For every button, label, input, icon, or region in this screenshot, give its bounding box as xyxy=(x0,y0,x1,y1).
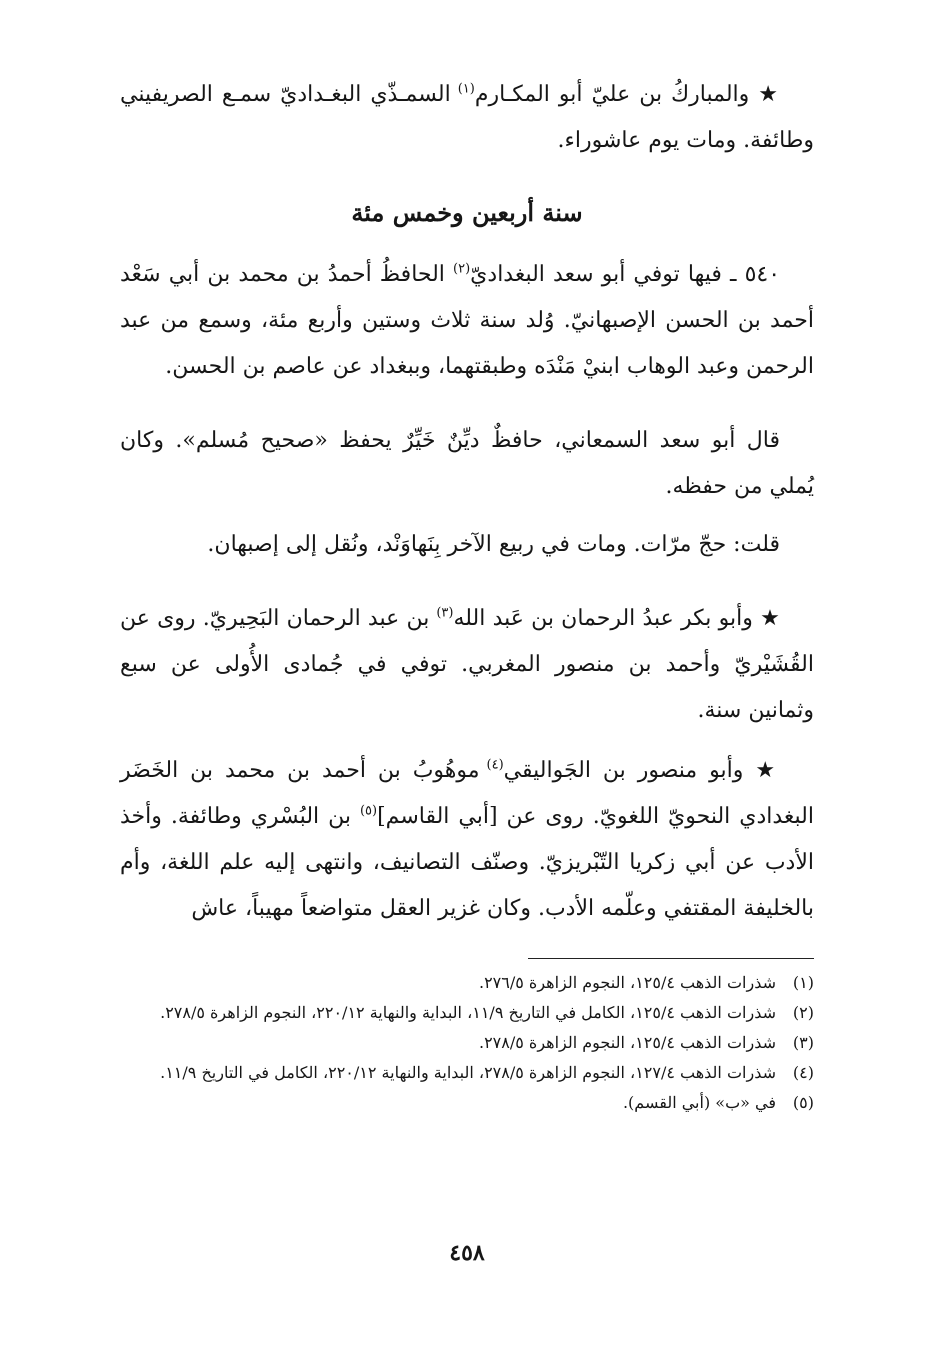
footnote-2 xyxy=(120,998,814,1028)
footnote-ref-1: (١) xyxy=(457,81,475,97)
entry-abu-mansur xyxy=(120,748,814,932)
entry-text: السمـذّي البغـداديّ سمـع الصريفيني وطائفة. ومات يوم عاشوراء. xyxy=(120,82,814,153)
footnote-number: (٤) xyxy=(792,1063,814,1082)
footnote-text: شذرات الذهب ١٢٥/٤، النجوم الزاهرة ٢٧٨/٥. xyxy=(478,1033,776,1052)
footnote-ref-4: (٤) xyxy=(486,757,504,773)
entry-mubarak xyxy=(120,72,814,164)
entry-abu-bakr xyxy=(120,596,814,734)
note-hajj: قلت: حجّ مرّات. ومات في ربيع الآخر بِنَهاوَنْد، ونُقل إلى إصبهان. xyxy=(207,532,780,557)
footnote-number: (١) xyxy=(792,973,814,992)
footnote-number: (٥) xyxy=(792,1093,814,1112)
footnote-text: شذرات الذهب ١٢٧/٤، النجوم الزاهرة ٢٧٨/٥، البداية والنهاية ٢٢٠/١٢، الكامل في التاريخ ١١/٩. xyxy=(160,1063,776,1082)
star-marker: ★ xyxy=(755,758,780,783)
footnote-divider xyxy=(528,958,814,959)
footnote-text: شذرات الذهب ١٢٥/٤، الكامل في التاريخ ١١/٩، البداية والنهاية ٢٢٠/١٢، النجوم الزاهرة ٢٧٨/٥. xyxy=(160,1003,776,1022)
footnote-ref-3: (٣) xyxy=(436,605,454,621)
footnote-ref-5: (٥) xyxy=(359,803,378,819)
entry-text: وأبو منصور بن الجَواليقي xyxy=(503,758,744,783)
footnote-5 xyxy=(120,1088,814,1118)
section-heading: سنة أربعين وخمس مئة xyxy=(351,198,583,227)
page-number: ٤٥٨ xyxy=(449,1240,485,1266)
entry-text: ٥٤٠ ـ فيها توفي أبو سعد البغداديّ xyxy=(470,262,781,287)
footnote-text: شذرات الذهب ١٢٥/٤، النجوم الزاهرة ٢٧٦/٥. xyxy=(478,973,776,992)
entry-abu-saad xyxy=(120,252,814,390)
entry-text: بن البُسْري وطائفة. وأخذ الأدب عن أبي زكريا التّبْريزيّ. وصنّف التصانيف، وانتهى إليه علم اللغة، وأم بالخليفة المقتفي وعلّمه الأدب. وكان غزير العقل متواضعاً مهيباً، عاش xyxy=(120,804,814,921)
star-marker: ★ xyxy=(758,82,781,107)
footnote-number: (٣) xyxy=(792,1033,814,1052)
footnotes xyxy=(120,968,814,1118)
footnote-ref-2: (٢) xyxy=(453,261,471,277)
quote-samani: قال أبو سعد السمعاني، حافظٌ ديِّنٌ خَيِّرٌ يحفظ «صحيح مُسلم». وكان يُملي من حفظه. xyxy=(120,428,814,499)
entry-text: والمباركُ بن عليّ أبو المكـارم xyxy=(474,82,750,107)
footnote-3 xyxy=(120,1028,814,1058)
entry-text: الحافظُ أحمدُ بن محمد بن أبي سَعْد أحمد بن الحسن الإصبهانيّ. وُلد سنة ثلاث وستين وأربع مئة، وسمع من عبد الرحمن وعبد الوهاب ابنيْ مَنْدَه وطبقتهما، وببغداد عن عاصم بن الحسن. xyxy=(120,262,814,379)
footnote-1 xyxy=(120,968,814,998)
entry-text: موهُوبُ بن أحمد بن محمد بن الخَضَر البغدادي النحويّ اللغويّ. روى عن [أبي القاسم] xyxy=(120,758,814,829)
footnote-text: في «ب» (أبي القسم). xyxy=(622,1093,776,1112)
footnote-4 xyxy=(120,1058,814,1088)
star-marker: ★ xyxy=(760,606,781,631)
entry-text: بن عبد الرحمان البَحِيريّ. روى عن القُشَيْريّ وأحمد بن منصور المغربي. توفي في جُمادى الأُولى عن سبع وثمانين سنة. xyxy=(120,606,814,723)
footnote-number: (٢) xyxy=(792,1003,814,1022)
entry-text: وأبو بكر عبدُ الرحمان بن عَبد الله xyxy=(453,606,753,631)
